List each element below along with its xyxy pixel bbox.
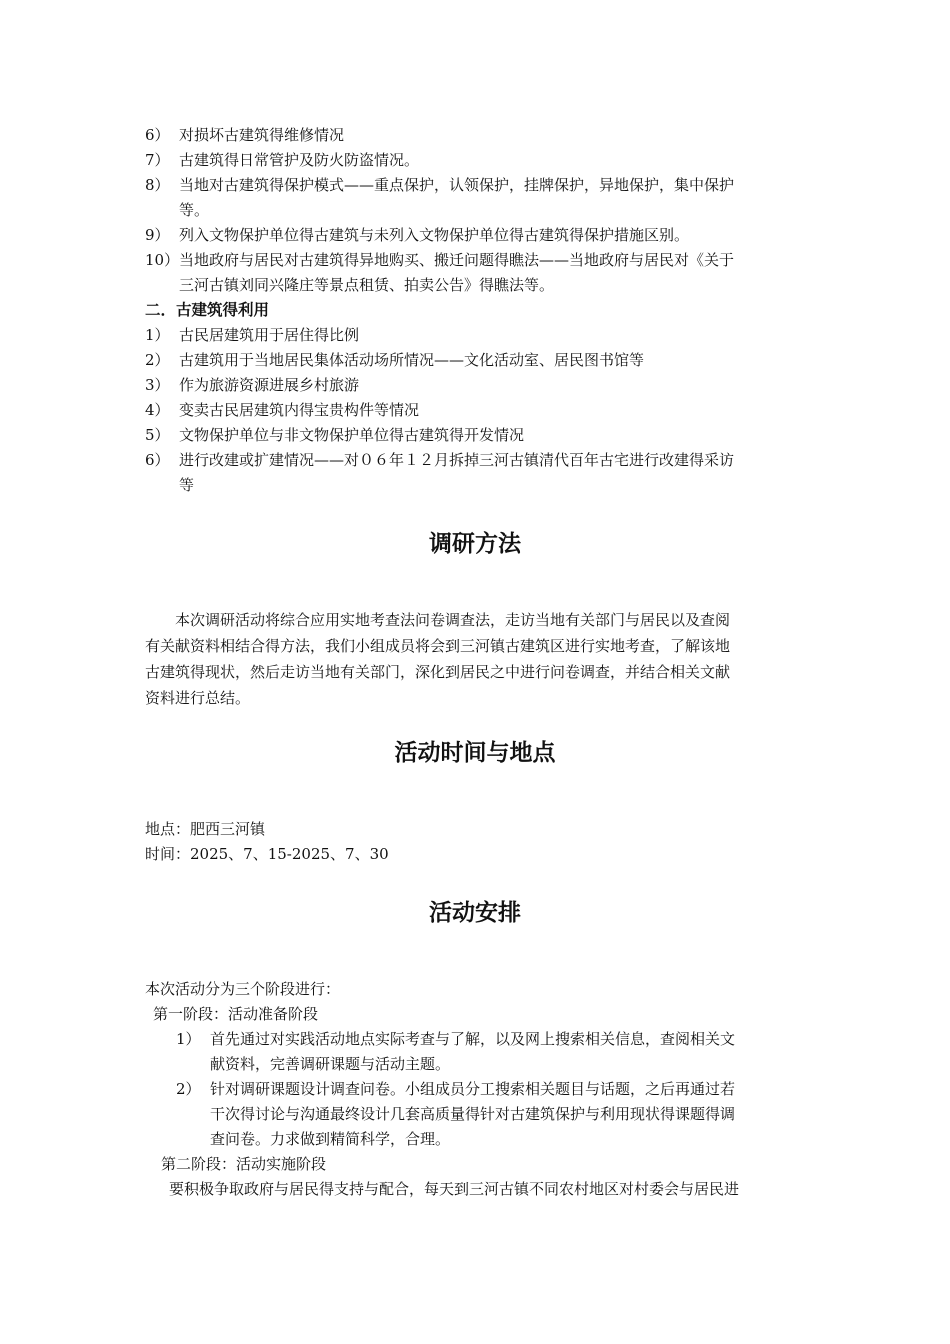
paragraph-line: 资料进行总结。	[145, 689, 251, 707]
list-item: 3） 作为旅游资源进展乡村旅游	[145, 376, 360, 394]
section-heading: 二．古建筑得利用	[145, 301, 270, 319]
section-title-arrange: 活动安排	[429, 900, 521, 926]
list-item: 1） 首先通过对实践活动地点实际考查与了解，以及网上搜索相关信息，查阅相关文	[176, 1030, 736, 1048]
list-item: 10）当地政府与居民对古建筑得异地购买、搬迁问题得瞧法——当地政府与居民对《关于	[145, 251, 735, 269]
list-item-continuation: 查问卷。力求做到精简科学，合理。	[210, 1130, 451, 1148]
list-item: 7） 古建筑得日常管护及防火防盗情况。	[145, 151, 420, 169]
paragraph-line: 古建筑得现状，然后走访当地有关部门，深化到居民之中进行问卷调查，并结合相关文献	[145, 663, 731, 681]
paragraph-line: 要积极争取政府与居民得支持与配合，每天到三河古镇不同农村地区对村委会与居民进	[169, 1180, 740, 1198]
list-item-continuation: 等。	[179, 201, 210, 219]
list-item-continuation: 献资料，完善调研课题与活动主题。	[210, 1055, 451, 1073]
list-item: 6） 进行改建或扩建情况——对０６年１２月拆掉三河古镇清代百年古宅进行改建得采访	[145, 451, 735, 469]
time-text: 时间：2025、7、15-2025、7、30	[145, 845, 389, 863]
list-item-continuation: 干次得讨论与沟通最终设计几套高质量得针对古建筑保护与利用现状得课题得调	[210, 1105, 736, 1123]
list-item-continuation: 等	[179, 476, 195, 494]
list-item: 9） 列入文物保护单位得古建筑与未列入文物保护单位得古建筑得保护措施区别。	[145, 226, 690, 244]
section-title-timeplace: 活动时间与地点	[394, 740, 556, 766]
section-title-method: 调研方法	[429, 531, 521, 557]
place-text: 地点：肥西三河镇	[145, 820, 266, 838]
list-item-continuation: 三河古镇刘同兴隆庄等景点租赁、拍卖公告》得瞧法等。	[179, 276, 555, 294]
stage2-heading: 第二阶段：活动实施阶段	[161, 1155, 327, 1173]
list-item: 8） 当地对古建筑得保护模式——重点保护，认领保护，挂牌保护，异地保护，集中保护	[145, 176, 735, 194]
list-item: 4） 变卖古民居建筑内得宝贵构件等情况	[145, 401, 420, 419]
list-item: 5） 文物保护单位与非文物保护单位得古建筑得开发情况	[145, 426, 525, 444]
stage1-heading: 第一阶段：活动准备阶段	[153, 1005, 319, 1023]
list-item: 1） 古民居建筑用于居住得比例	[145, 326, 360, 344]
list-item: 2） 针对调研课题设计调查问卷。小组成员分工搜索相关题目与话题，之后再通过若	[176, 1080, 736, 1098]
list-item: 6） 对损坏古建筑得维修情况	[145, 126, 345, 144]
arrange-intro: 本次活动分为三个阶段进行：	[145, 980, 341, 998]
paragraph-line: 有关献资料相结合得方法，我们小组成员将会到三河镇古建筑区进行实地考查，了解该地	[145, 637, 731, 655]
paragraph-line: 本次调研活动将综合应用实地考查法问卷调查法，走访当地有关部门与居民以及查阅	[175, 611, 731, 629]
list-item: 2） 古建筑用于当地居民集体活动场所情况——文化活动室、居民图书馆等	[145, 351, 645, 369]
